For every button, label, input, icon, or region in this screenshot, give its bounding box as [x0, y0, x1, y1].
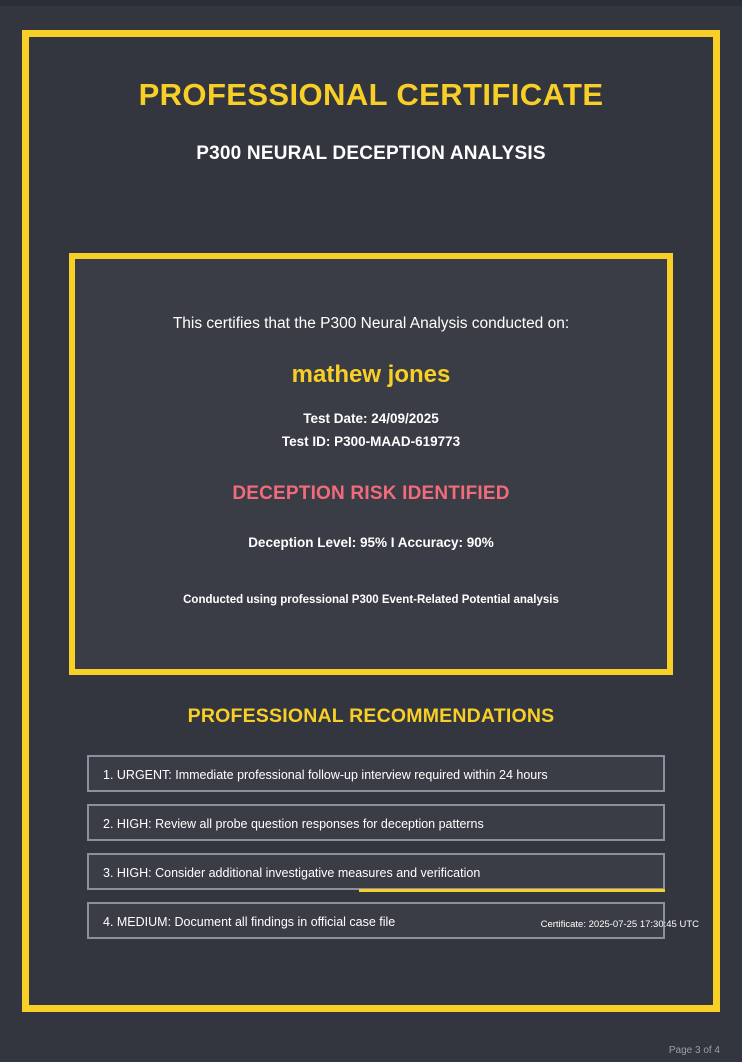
- certificate-content: [29, 37, 713, 1005]
- test-id: Test ID: P300-MAAD-619773: [281, 434, 461, 449]
- list-item: 3. HIGH: Consider additional investigative measures and verification: [87, 853, 665, 890]
- verdict-status: DECEPTION RISK IDENTIFIED: [232, 483, 510, 504]
- list-item: 2. HIGH: Review all probe question responses for deception patterns: [87, 804, 665, 841]
- list-item: 4. MEDIUM: Document all findings in official case file: [87, 902, 665, 939]
- page-subtitle: P300 NEURAL DECEPTION ANALYSIS: [196, 143, 546, 164]
- method-note: Conducted using professional P300 Event-Related Potential analysis: [183, 594, 559, 606]
- page-number: Page 3 of 4: [668, 1045, 720, 1056]
- test-date: Test Date: 24/09/2025: [303, 411, 439, 426]
- list-item: 1. URGENT: Immediate professional follow-up interview required within 24 hours: [87, 755, 665, 792]
- certifies-text: This certifies that the P300 Neural Analysis conducted on:: [172, 315, 570, 332]
- result-panel: [69, 253, 673, 675]
- page-top-edge: [0, 0, 742, 6]
- recommendations-heading: PROFESSIONAL RECOMMENDATIONS: [187, 705, 555, 727]
- accent-divider: [359, 889, 665, 892]
- subject-name: mathew jones: [291, 361, 451, 388]
- certificate-timestamp: Certificate: 2025-07-25 17:30:45 UTC: [540, 919, 699, 930]
- certificate-outer-frame: [22, 30, 720, 1012]
- page-title: PROFESSIONAL CERTIFICATE: [138, 77, 604, 112]
- deception-accuracy-levels: Deception Level: 95% I Accuracy: 90%: [248, 535, 494, 550]
